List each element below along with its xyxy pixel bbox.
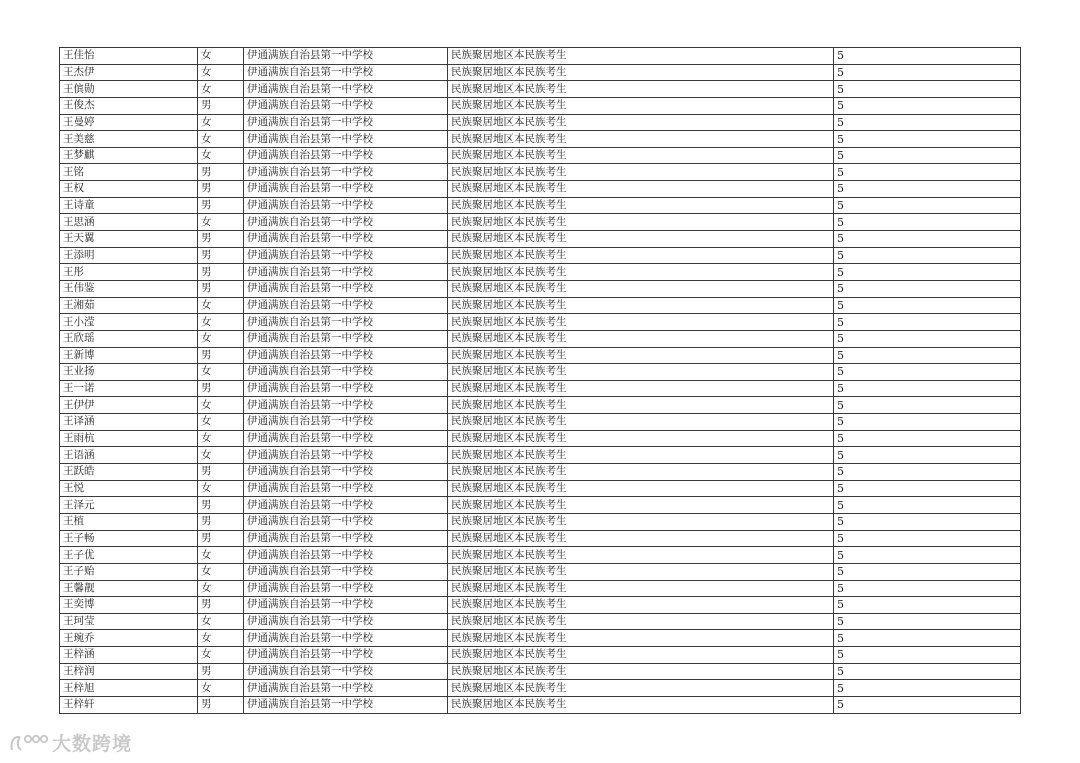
school-cell: 伊通满族自治县第一中学校 — [244, 397, 448, 414]
gender-cell: 女 — [198, 297, 244, 314]
gender-cell: 女 — [198, 364, 244, 381]
category-cell: 民族聚居地区本民族考生 — [448, 181, 834, 198]
gender-cell: 男 — [198, 696, 244, 713]
gender-cell: 男 — [198, 181, 244, 198]
school-cell: 伊通满族自治县第一中学校 — [244, 647, 448, 664]
category-cell: 民族聚居地区本民族考生 — [448, 197, 834, 214]
name-cell: 王植 — [60, 513, 198, 530]
category-cell: 民族聚居地区本民族考生 — [448, 380, 834, 397]
score-cell: 5 — [834, 197, 1021, 214]
score-cell: 5 — [834, 430, 1021, 447]
school-cell: 伊通满族自治县第一中学校 — [244, 81, 448, 98]
name-cell: 王美慈 — [60, 131, 198, 148]
name-cell: 王业扬 — [60, 364, 198, 381]
table-row — [60, 247, 1021, 264]
name-cell: 王伊伊 — [60, 397, 198, 414]
category-cell: 民族聚居地区本民族考生 — [448, 696, 834, 713]
name-cell: 王梓旭 — [60, 680, 198, 697]
name-cell: 王梓涵 — [60, 647, 198, 664]
score-cell: 5 — [834, 297, 1021, 314]
score-cell: 5 — [834, 414, 1021, 431]
category-cell: 民族聚居地区本民族考生 — [448, 630, 834, 647]
school-cell: 伊通满族自治县第一中学校 — [244, 563, 448, 580]
category-cell: 民族聚居地区本民族考生 — [448, 613, 834, 630]
gender-cell: 女 — [198, 563, 244, 580]
table-row — [60, 530, 1021, 547]
name-cell: 王新博 — [60, 347, 198, 364]
name-cell: 王译涵 — [60, 414, 198, 431]
score-cell: 5 — [834, 447, 1021, 464]
name-cell: 王梓润 — [60, 663, 198, 680]
table-row — [60, 497, 1021, 514]
gender-cell: 男 — [198, 264, 244, 281]
score-cell: 5 — [834, 114, 1021, 131]
school-cell: 伊通满族自治县第一中学校 — [244, 696, 448, 713]
table-row — [60, 447, 1021, 464]
school-cell: 伊通满族自治县第一中学校 — [244, 613, 448, 630]
gender-cell: 女 — [198, 630, 244, 647]
score-cell: 5 — [834, 164, 1021, 181]
name-cell: 王跃皓 — [60, 464, 198, 481]
school-cell: 伊通满族自治县第一中学校 — [244, 181, 448, 198]
score-cell: 5 — [834, 613, 1021, 630]
name-cell: 王悦 — [60, 480, 198, 497]
score-cell: 5 — [834, 630, 1021, 647]
category-cell: 民族聚居地区本民族考生 — [448, 397, 834, 414]
gender-cell: 男 — [198, 497, 244, 514]
category-cell: 民族聚居地区本民族考生 — [448, 48, 834, 65]
gender-cell: 男 — [198, 530, 244, 547]
score-cell: 5 — [834, 264, 1021, 281]
school-cell: 伊通满族自治县第一中学校 — [244, 513, 448, 530]
table-row — [60, 613, 1021, 630]
category-cell: 民族聚居地区本民族考生 — [448, 447, 834, 464]
table-row — [60, 164, 1021, 181]
score-cell: 5 — [834, 347, 1021, 364]
table-row — [60, 81, 1021, 98]
table-row — [60, 563, 1021, 580]
category-cell: 民族聚居地区本民族考生 — [448, 347, 834, 364]
school-cell: 伊通满族自治县第一中学校 — [244, 480, 448, 497]
name-cell: 王诗童 — [60, 197, 198, 214]
watermark — [8, 729, 132, 756]
name-cell: 王湘茹 — [60, 297, 198, 314]
category-cell: 民族聚居地区本民族考生 — [448, 114, 834, 131]
table-row — [60, 547, 1021, 564]
table-row — [60, 330, 1021, 347]
gender-cell: 女 — [198, 430, 244, 447]
gender-cell: 女 — [198, 81, 244, 98]
category-cell: 民族聚居地区本民族考生 — [448, 231, 834, 248]
score-cell: 5 — [834, 231, 1021, 248]
category-cell: 民族聚居地区本民族考生 — [448, 147, 834, 164]
school-cell: 伊通满族自治县第一中学校 — [244, 630, 448, 647]
gender-cell: 男 — [198, 280, 244, 297]
gender-cell: 女 — [198, 214, 244, 231]
school-cell: 伊通满族自治县第一中学校 — [244, 430, 448, 447]
gender-cell: 女 — [198, 131, 244, 148]
gender-cell: 女 — [198, 314, 244, 331]
school-cell: 伊通满族自治县第一中学校 — [244, 48, 448, 65]
table-row — [60, 131, 1021, 148]
category-cell: 民族聚居地区本民族考生 — [448, 480, 834, 497]
school-cell: 伊通满族自治县第一中学校 — [244, 580, 448, 597]
category-cell: 民族聚居地区本民族考生 — [448, 97, 834, 114]
student-list-table — [59, 47, 1021, 714]
table-row — [60, 380, 1021, 397]
table-row — [60, 647, 1021, 664]
school-cell: 伊通满族自治县第一中学校 — [244, 347, 448, 364]
table-row — [60, 430, 1021, 447]
name-cell: 王天翼 — [60, 231, 198, 248]
score-cell: 5 — [834, 480, 1021, 497]
school-cell: 伊通满族自治县第一中学校 — [244, 247, 448, 264]
name-cell: 王彤 — [60, 264, 198, 281]
category-cell: 民族聚居地区本民族考生 — [448, 647, 834, 664]
school-cell: 伊通满族自治县第一中学校 — [244, 164, 448, 181]
score-cell: 5 — [834, 48, 1021, 65]
school-cell: 伊通满族自治县第一中学校 — [244, 131, 448, 148]
school-cell: 伊通满族自治县第一中学校 — [244, 314, 448, 331]
name-cell: 王思涵 — [60, 214, 198, 231]
school-cell: 伊通满族自治县第一中学校 — [244, 547, 448, 564]
gender-cell: 男 — [198, 347, 244, 364]
name-cell: 王杰伊 — [60, 64, 198, 81]
school-cell: 伊通满族自治县第一中学校 — [244, 680, 448, 697]
category-cell: 民族聚居地区本民族考生 — [448, 680, 834, 697]
gender-cell: 女 — [198, 647, 244, 664]
school-cell: 伊通满族自治县第一中学校 — [244, 114, 448, 131]
school-cell: 伊通满族自治县第一中学校 — [244, 231, 448, 248]
category-cell: 民族聚居地区本民族考生 — [448, 330, 834, 347]
gender-cell: 女 — [198, 397, 244, 414]
table-row — [60, 597, 1021, 614]
name-cell: 王铭 — [60, 164, 198, 181]
gender-cell: 男 — [198, 97, 244, 114]
category-cell: 民族聚居地区本民族考生 — [448, 247, 834, 264]
table-row — [60, 214, 1021, 231]
table-row — [60, 630, 1021, 647]
gender-cell: 男 — [198, 597, 244, 614]
category-cell: 民族聚居地区本民族考生 — [448, 364, 834, 381]
table-row — [60, 580, 1021, 597]
watermark-logo-icon — [8, 732, 48, 754]
category-cell: 民族聚居地区本民族考生 — [448, 264, 834, 281]
name-cell: 王佳怡 — [60, 48, 198, 65]
school-cell: 伊通满族自治县第一中学校 — [244, 64, 448, 81]
score-cell: 5 — [834, 597, 1021, 614]
gender-cell: 女 — [198, 580, 244, 597]
name-cell: 王曼婷 — [60, 114, 198, 131]
score-cell: 5 — [834, 547, 1021, 564]
gender-cell: 女 — [198, 680, 244, 697]
gender-cell: 男 — [198, 663, 244, 680]
table-row — [60, 397, 1021, 414]
score-cell: 5 — [834, 663, 1021, 680]
score-cell: 5 — [834, 330, 1021, 347]
school-cell: 伊通满族自治县第一中学校 — [244, 280, 448, 297]
category-cell: 民族聚居地区本民族考生 — [448, 597, 834, 614]
school-cell: 伊通满族自治县第一中学校 — [244, 147, 448, 164]
category-cell: 民族聚居地区本民族考生 — [448, 280, 834, 297]
name-cell: 王欣瑶 — [60, 330, 198, 347]
table-row — [60, 147, 1021, 164]
category-cell: 民族聚居地区本民族考生 — [448, 530, 834, 547]
table-row — [60, 680, 1021, 697]
name-cell: 王权 — [60, 181, 198, 198]
school-cell: 伊通满族自治县第一中学校 — [244, 330, 448, 347]
score-cell: 5 — [834, 397, 1021, 414]
name-cell: 王馨靓 — [60, 580, 198, 597]
gender-cell: 女 — [198, 480, 244, 497]
school-cell: 伊通满族自治县第一中学校 — [244, 530, 448, 547]
score-cell: 5 — [834, 380, 1021, 397]
score-cell: 5 — [834, 247, 1021, 264]
category-cell: 民族聚居地区本民族考生 — [448, 81, 834, 98]
category-cell: 民族聚居地区本民族考生 — [448, 497, 834, 514]
table-row — [60, 696, 1021, 713]
name-cell: 王伟鉴 — [60, 280, 198, 297]
score-cell: 5 — [834, 530, 1021, 547]
school-cell: 伊通满族自治县第一中学校 — [244, 414, 448, 431]
score-cell: 5 — [834, 364, 1021, 381]
category-cell: 民族聚居地区本民族考生 — [448, 580, 834, 597]
school-cell: 伊通满族自治县第一中学校 — [244, 197, 448, 214]
score-cell: 5 — [834, 214, 1021, 231]
category-cell: 民族聚居地区本民族考生 — [448, 297, 834, 314]
category-cell: 民族聚居地区本民族考生 — [448, 414, 834, 431]
table-row — [60, 314, 1021, 331]
name-cell: 王梦麒 — [60, 147, 198, 164]
category-cell: 民族聚居地区本民族考生 — [448, 64, 834, 81]
gender-cell: 女 — [198, 114, 244, 131]
gender-cell: 女 — [198, 330, 244, 347]
table-row — [60, 114, 1021, 131]
school-cell: 伊通满族自治县第一中学校 — [244, 380, 448, 397]
gender-cell: 女 — [198, 414, 244, 431]
name-cell: 王添明 — [60, 247, 198, 264]
gender-cell: 女 — [198, 547, 244, 564]
gender-cell: 女 — [198, 147, 244, 164]
name-cell: 王泽元 — [60, 497, 198, 514]
gender-cell: 女 — [198, 613, 244, 630]
gender-cell: 女 — [198, 64, 244, 81]
table-row — [60, 480, 1021, 497]
score-cell: 5 — [834, 647, 1021, 664]
name-cell: 王子优 — [60, 547, 198, 564]
table-row — [60, 347, 1021, 364]
name-cell: 王语涵 — [60, 447, 198, 464]
score-cell: 5 — [834, 280, 1021, 297]
name-cell: 王傧勋 — [60, 81, 198, 98]
gender-cell: 男 — [198, 513, 244, 530]
table-row — [60, 64, 1021, 81]
table-row — [60, 48, 1021, 65]
gender-cell: 男 — [198, 464, 244, 481]
category-cell: 民族聚居地区本民族考生 — [448, 513, 834, 530]
school-cell: 伊通满族自治县第一中学校 — [244, 364, 448, 381]
school-cell: 伊通满族自治县第一中学校 — [244, 214, 448, 231]
category-cell: 民族聚居地区本民族考生 — [448, 314, 834, 331]
school-cell: 伊通满族自治县第一中学校 — [244, 663, 448, 680]
table-row — [60, 513, 1021, 530]
score-cell: 5 — [834, 64, 1021, 81]
category-cell: 民族聚居地区本民族考生 — [448, 563, 834, 580]
score-cell: 5 — [834, 680, 1021, 697]
table-row — [60, 464, 1021, 481]
score-cell: 5 — [834, 97, 1021, 114]
name-cell: 王一诺 — [60, 380, 198, 397]
category-cell: 民族聚居地区本民族考生 — [448, 464, 834, 481]
school-cell: 伊通满族自治县第一中学校 — [244, 464, 448, 481]
name-cell: 王小滢 — [60, 314, 198, 331]
watermark-text: 大数跨境 — [52, 733, 133, 755]
gender-cell: 女 — [198, 447, 244, 464]
score-cell: 5 — [834, 131, 1021, 148]
score-cell: 5 — [834, 464, 1021, 481]
category-cell: 民族聚居地区本民族考生 — [448, 663, 834, 680]
table-row — [60, 297, 1021, 314]
score-cell: 5 — [834, 81, 1021, 98]
table-row — [60, 663, 1021, 680]
category-cell: 民族聚居地区本民族考生 — [448, 164, 834, 181]
score-cell: 5 — [834, 580, 1021, 597]
school-cell: 伊通满族自治县第一中学校 — [244, 447, 448, 464]
gender-cell: 男 — [198, 380, 244, 397]
school-cell: 伊通满族自治县第一中学校 — [244, 297, 448, 314]
school-cell: 伊通满族自治县第一中学校 — [244, 264, 448, 281]
name-cell: 王俊杰 — [60, 97, 198, 114]
table-row — [60, 231, 1021, 248]
table-body — [60, 48, 1021, 714]
score-cell: 5 — [834, 696, 1021, 713]
name-cell: 王琬乔 — [60, 630, 198, 647]
score-cell: 5 — [834, 497, 1021, 514]
school-cell: 伊通满族自治县第一中学校 — [244, 597, 448, 614]
gender-cell: 男 — [198, 197, 244, 214]
table-row — [60, 97, 1021, 114]
name-cell: 王奕博 — [60, 597, 198, 614]
gender-cell: 男 — [198, 247, 244, 264]
table-row — [60, 364, 1021, 381]
gender-cell: 男 — [198, 231, 244, 248]
table-row — [60, 181, 1021, 198]
category-cell: 民族聚居地区本民族考生 — [448, 131, 834, 148]
category-cell: 民族聚居地区本民族考生 — [448, 547, 834, 564]
name-cell: 王雨杭 — [60, 430, 198, 447]
table-row — [60, 280, 1021, 297]
score-cell: 5 — [834, 147, 1021, 164]
gender-cell: 女 — [198, 48, 244, 65]
gender-cell: 男 — [198, 164, 244, 181]
score-cell: 5 — [834, 563, 1021, 580]
name-cell: 王子贻 — [60, 563, 198, 580]
score-cell: 5 — [834, 314, 1021, 331]
category-cell: 民族聚居地区本民族考生 — [448, 214, 834, 231]
name-cell: 王子畅 — [60, 530, 198, 547]
name-cell: 王珂莹 — [60, 613, 198, 630]
school-cell: 伊通满族自治县第一中学校 — [244, 497, 448, 514]
name-cell: 王梓轩 — [60, 696, 198, 713]
table-row — [60, 264, 1021, 281]
school-cell: 伊通满族自治县第一中学校 — [244, 97, 448, 114]
category-cell: 民族聚居地区本民族考生 — [448, 430, 834, 447]
table-row — [60, 414, 1021, 431]
score-cell: 5 — [834, 513, 1021, 530]
table-row — [60, 197, 1021, 214]
score-cell: 5 — [834, 181, 1021, 198]
